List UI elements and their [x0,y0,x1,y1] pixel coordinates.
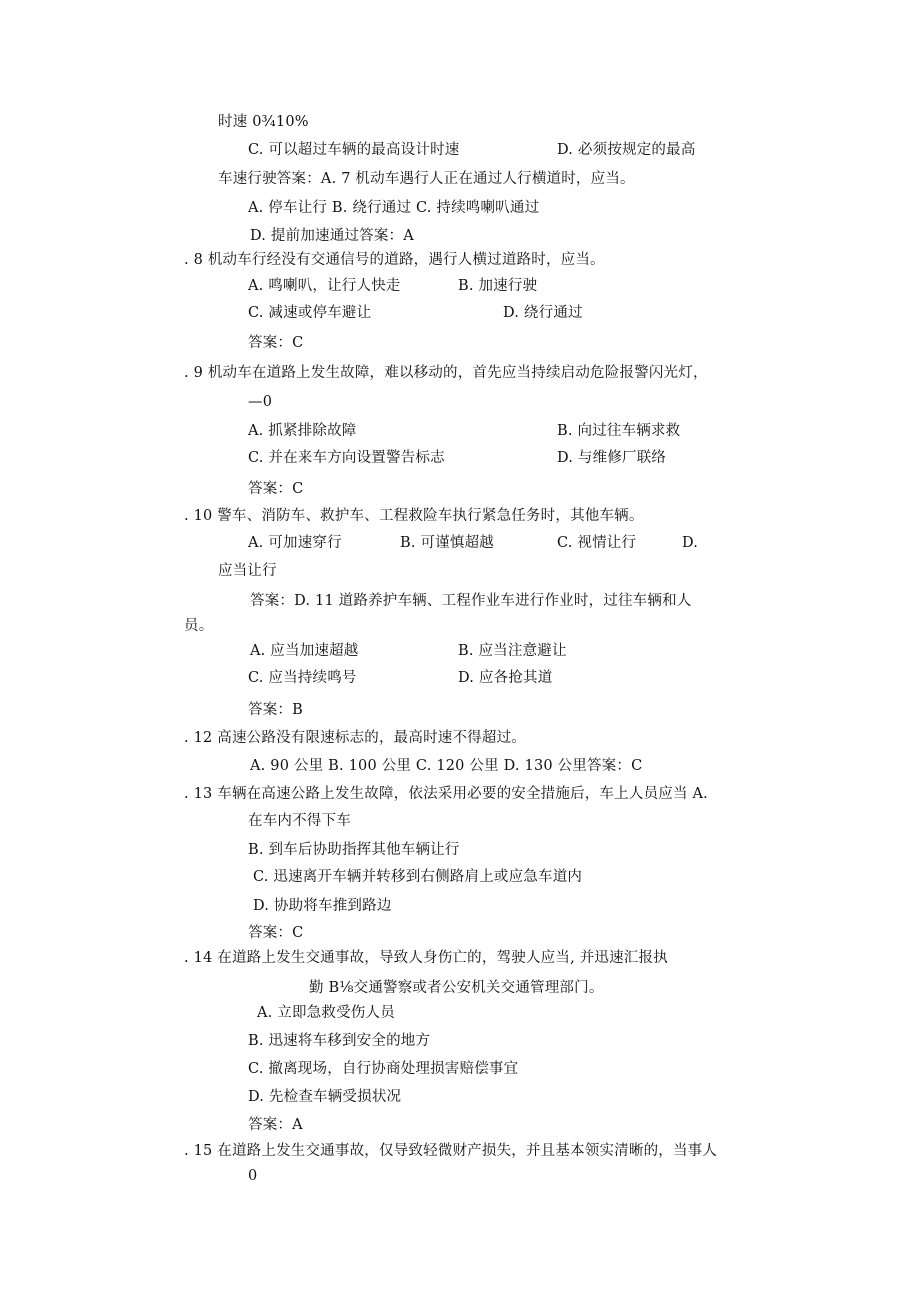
text-line: C. 减速或停车避让 [248,305,372,321]
text-line: D. 协助将车推到路边 [253,898,392,914]
text-line: 0 [248,1168,258,1184]
text-line: . 12 高速公路没有限速标志的，最高时速不得超过。 [184,730,526,746]
text-line: D. [682,535,699,551]
text-line: 勤 B⅛交通警察或者公安机关交通管理部门。 [309,980,604,996]
text-line: 答案：C [248,481,304,497]
text-line: A. 停车让行 B. 绕行通过 C. 持续鸣喇叭通过 [248,200,540,216]
text-line: 答案：C [248,335,304,351]
text-line: A. 90 公里 B. 100 公里 C. 120 公里 D. 130 公里答案：C [250,758,643,774]
text-line: 员。 [184,618,214,634]
text-line: 答案：D. 11 道路养护车辆、工程作业车进行作业时，过往车辆和人 [250,593,692,609]
text-line: B. 到车后协助指挥其他车辆让行 [248,842,460,858]
text-line: D. 与维修厂联络 [557,450,667,466]
text-line: C. 应当持续鸣号 [248,670,357,686]
text-line: . 15 在道路上发生交通事故，仅导致轻微财产损失，并且基本领实清晰的，当事人 [184,1143,718,1159]
text-line: . 10 警车、消防车、救护车、工程救险车执行紧急任务时，其他车辆。 [184,508,644,524]
text-line: . 14 在道路上发生交通事故，导致人身伤亡的，驾驶人应当, 并迅速汇报执 [184,950,668,966]
text-line: A. 应当加速超越 [250,643,359,659]
text-line: B. 可谨慎超越 [400,535,494,551]
text-line: A. 抓紧排除故障 [248,423,357,439]
text-line: C. 并在来车方向设置警告标志 [248,450,445,466]
text-line: C. 可以超过车辆的最高设计时速 [248,142,460,158]
text-line: B. 加速行驶 [458,278,538,294]
text-line: B. 迅速将车移到安全的地方 [248,1033,431,1049]
text-line: A. 立即急救受伤人员 [257,1005,395,1021]
text-line: 车速行驶答案：A. 7 机动车遇行人正在通过人行横道时，应当。 [218,171,635,187]
text-line: 时速 0¾10% [218,114,309,130]
text-line: 答案：A [248,1117,303,1133]
text-line: . 8 机动车行经没有交通信号的道路，遇行人横过道路时，应当。 [184,252,605,268]
text-line: B. 应当注意避让 [458,643,567,659]
text-line: 答案：C [248,925,304,941]
text-line: C. 迅速离开车辆并转移到右侧路肩上或应急车道内 [253,869,583,885]
text-line: . 9 机动车在道路上发生故障，难以移动的，首先应当持续启动危险报警闪光灯， [184,365,708,381]
text-line: D. 应各抢其道 [458,670,553,686]
text-line: A. 鸣喇叭，让行人快走 [248,278,401,294]
text-line: D. 提前加速通过答案：A [250,228,414,244]
text-line: . 13 车辆在高速公路上发生故障，依法采用必要的安全措施后，车上人员应当 A. [184,786,708,802]
text-line: C. 视情让行 [557,535,637,551]
text-line: D. 先检查车辆受损状况 [248,1089,402,1105]
text-line: —0 [248,394,273,410]
text-line: D. 绕行通过 [503,305,583,321]
text-line: A. 可加速穿行 [248,535,342,551]
text-line: 在车内不得下车 [248,813,351,829]
text-line: B. 向过往车辆求救 [557,423,681,439]
text-line: D. 必须按规定的最高 [557,142,696,158]
text-line: 答案：B [248,702,303,718]
text-line: C. 撤离现场，自行协商处理损害赔偿事宜 [248,1061,519,1077]
text-line: 应当让行 [218,563,277,579]
